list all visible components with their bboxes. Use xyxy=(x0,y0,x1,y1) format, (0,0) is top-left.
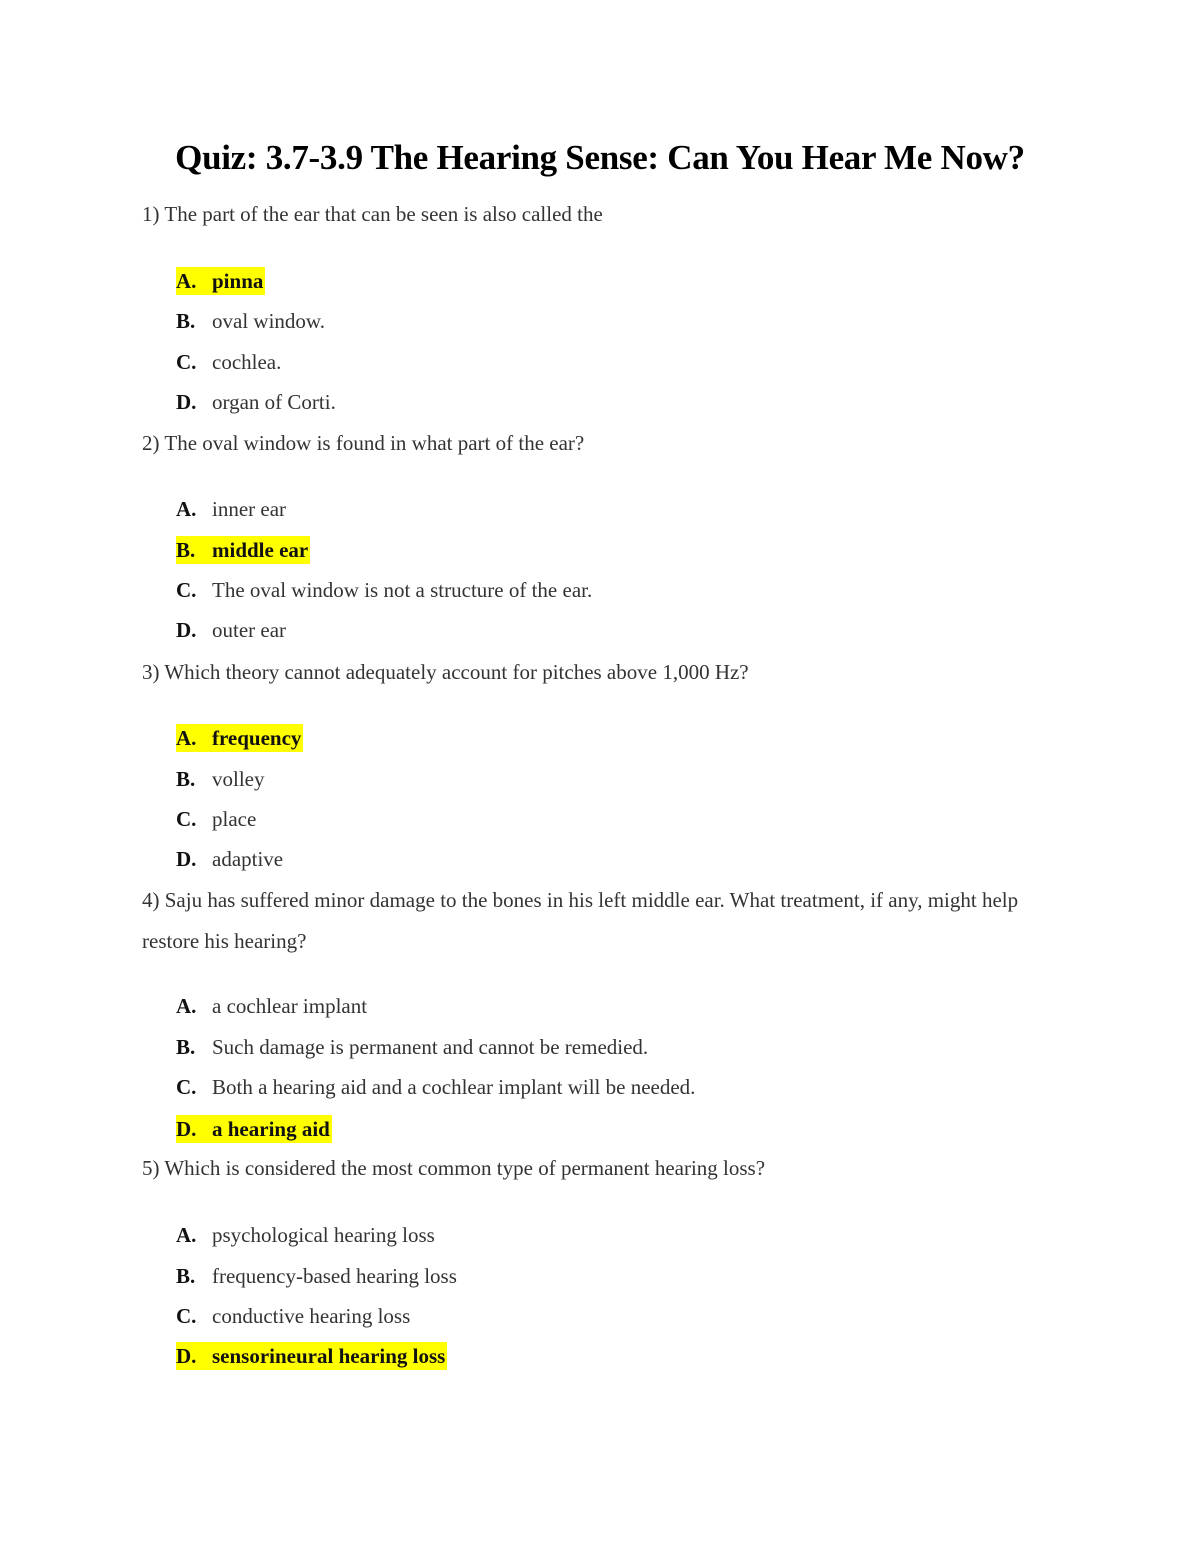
option-letter: A. xyxy=(176,269,197,293)
option-letter: C. xyxy=(176,350,197,374)
question-2-text: 2) The oval window is found in what part of the ear? xyxy=(142,431,585,455)
option-letter: A. xyxy=(176,994,197,1018)
option-letter: B. xyxy=(176,767,196,791)
option-letter: D. xyxy=(176,390,197,414)
option-text: Both a hearing aid and a cochlear implant will be needed. xyxy=(212,1075,696,1099)
option-letter: B. xyxy=(176,1035,196,1059)
option-letter: A. xyxy=(176,497,197,521)
option-text: organ of Corti. xyxy=(212,390,336,414)
question-5-option-d xyxy=(176,1342,447,1370)
question-3-option-b xyxy=(176,765,265,793)
question-5-option-b xyxy=(176,1262,457,1290)
question-1-option-c xyxy=(176,348,281,376)
option-letter: B. xyxy=(176,309,196,333)
option-text: oval window. xyxy=(212,309,325,333)
question-2-option-a xyxy=(176,495,286,523)
question-1-option-d xyxy=(176,388,336,416)
question-1-option-b xyxy=(176,307,325,335)
option-text: adaptive xyxy=(212,847,284,871)
option-text: sensorineural hearing loss xyxy=(212,1344,446,1368)
option-text: psychological hearing loss xyxy=(212,1223,435,1247)
question-3-option-d xyxy=(176,845,283,873)
question-3-option-a xyxy=(176,724,303,752)
option-letter: D. xyxy=(176,1117,197,1141)
option-text: place xyxy=(212,807,257,831)
option-text: frequency xyxy=(212,726,302,750)
option-letter: C. xyxy=(176,1075,197,1099)
option-text: volley xyxy=(212,767,265,791)
option-text: conductive hearing loss xyxy=(212,1304,411,1328)
question-5-option-a xyxy=(176,1221,435,1249)
option-letter: A. xyxy=(176,1223,197,1247)
option-letter: D. xyxy=(176,1344,197,1368)
option-letter: A. xyxy=(176,726,197,750)
question-5-option-c xyxy=(176,1302,410,1330)
question-3-option-c xyxy=(176,805,256,833)
option-text: a cochlear implant xyxy=(212,994,368,1018)
option-letter: B. xyxy=(176,538,196,562)
option-letter: D. xyxy=(176,618,197,642)
page-title: Quiz: 3.7-3.9 The Hearing Sense: Can You Hear Me Now? xyxy=(175,138,1025,177)
option-text: middle ear xyxy=(212,538,309,562)
question-4-option-a xyxy=(176,992,367,1020)
option-text: frequency-based hearing loss xyxy=(212,1264,457,1288)
option-text: pinna xyxy=(212,269,264,293)
question-4-option-d xyxy=(176,1115,332,1143)
question-2-option-c xyxy=(176,576,592,604)
option-text: Such damage is permanent and cannot be remedied. xyxy=(212,1035,649,1059)
option-letter: C. xyxy=(176,578,197,602)
question-1-text: 1) The part of the ear that can be seen is also called the xyxy=(142,202,603,226)
option-text: The oval window is not a structure of the ear. xyxy=(212,578,593,602)
option-letter: C. xyxy=(176,807,197,831)
question-2-option-d xyxy=(176,616,286,644)
option-text: cochlea. xyxy=(212,350,282,374)
option-text: a hearing aid xyxy=(212,1117,330,1141)
question-4-option-c xyxy=(176,1073,695,1101)
question-5-text: 5) Which is considered the most common type of permanent hearing loss? xyxy=(142,1156,766,1180)
option-text: inner ear xyxy=(212,497,287,521)
question-4-option-b xyxy=(176,1033,648,1061)
option-letter: C. xyxy=(176,1304,197,1328)
question-3-text: 3) Which theory cannot adequately account for pitches above 1,000 Hz? xyxy=(142,660,749,684)
question-1-option-a xyxy=(176,267,265,295)
option-text: outer ear xyxy=(212,618,287,642)
option-letter: D. xyxy=(176,847,197,871)
question-2-option-b xyxy=(176,536,310,564)
question-4-text: 4) Saju has suffered minor damage to the bones in his left middle ear. What treatment, if any, might help restore his hearing? xyxy=(142,888,1019,953)
option-letter: B. xyxy=(176,1264,196,1288)
